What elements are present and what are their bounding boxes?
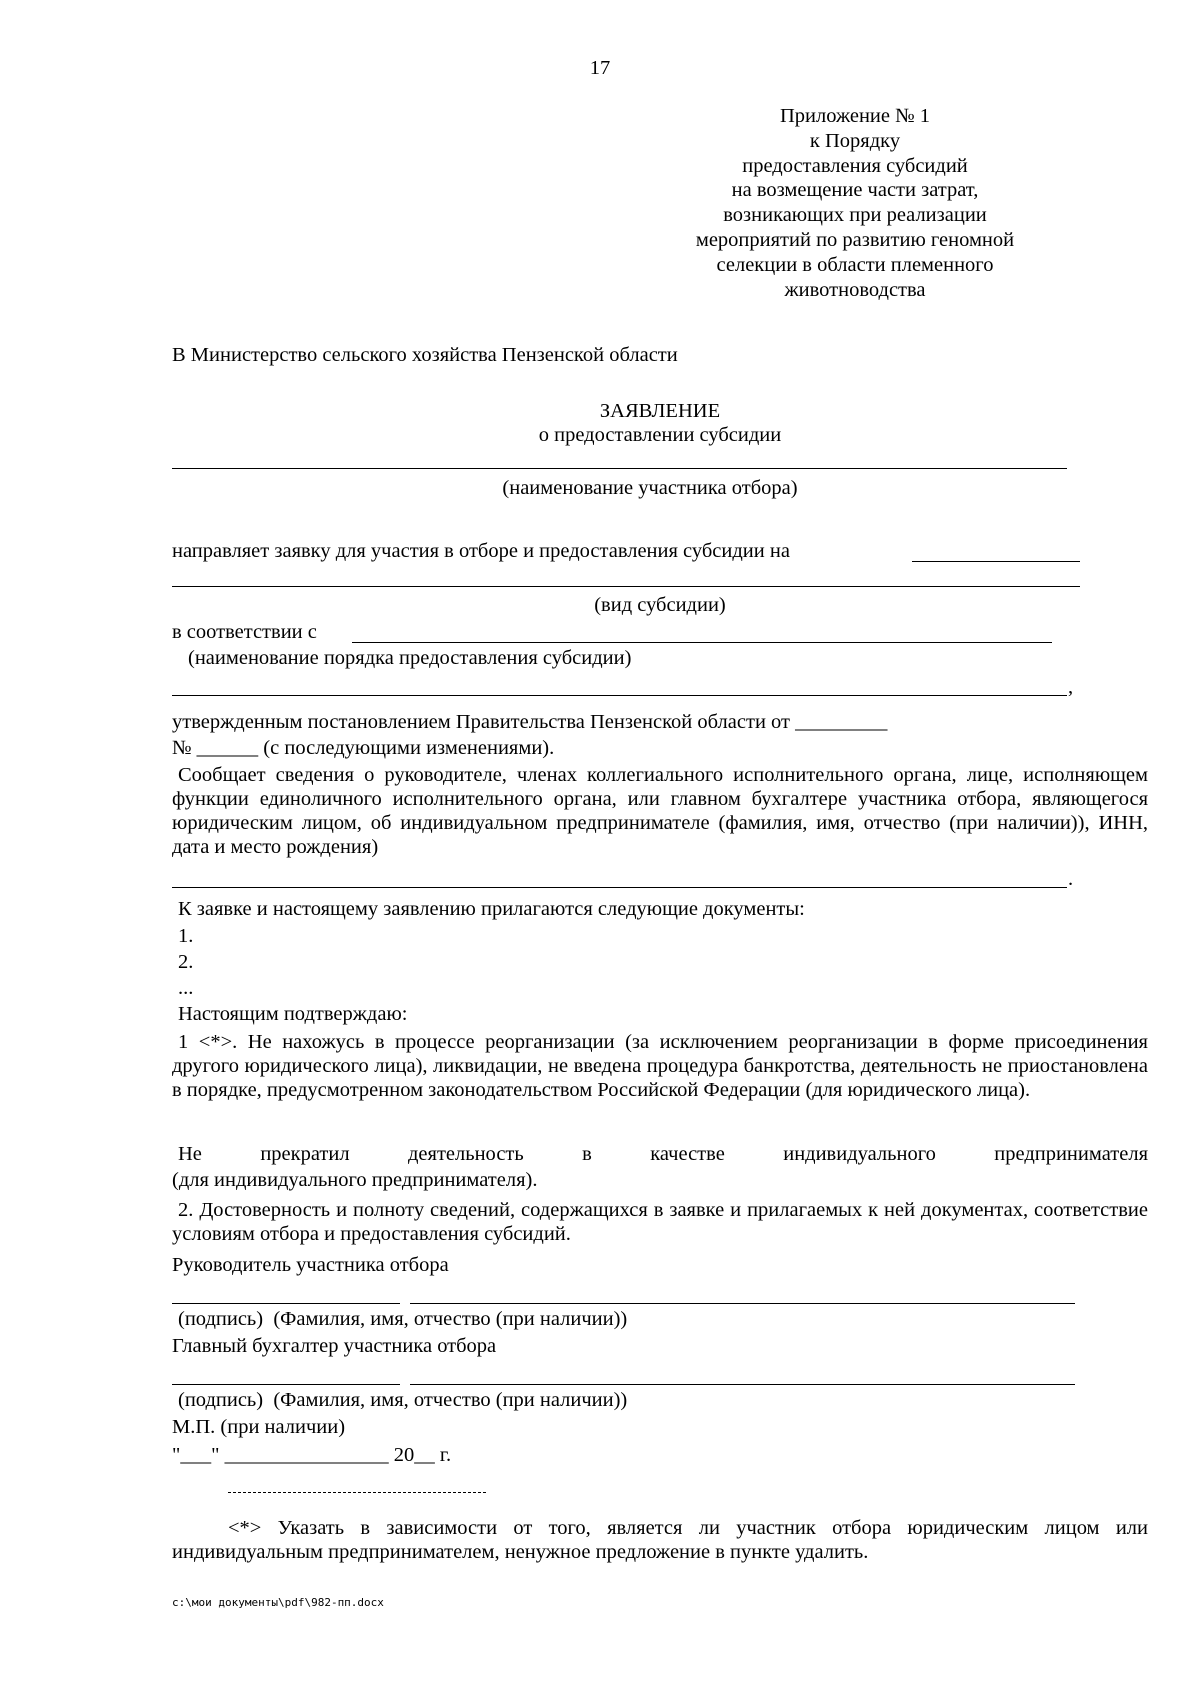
subsidy-blank-1 (912, 561, 1080, 562)
head-signature-blank (172, 1303, 400, 1304)
confirm-header: Настоящим подтверждаю: (178, 1003, 408, 1025)
footnote-separator (228, 1492, 486, 1493)
footnote: <*> Указать в зависимости от того, является ли участник отбора юридическим лицом или индивидуальным предпринимателем, ненужное предложение в пункте удалить. (172, 1517, 1148, 1563)
confirm-ip-line-2: (для индивидуального предпринимателя). (172, 1169, 538, 1191)
head-name-blank (410, 1303, 1075, 1304)
document-subtitle: о предоставлении субсидии (538, 424, 782, 446)
period: . (1068, 868, 1074, 890)
info-paragraph: Сообщает сведения о руководителе, членах коллегиального исполнительного органа, лице, исполняющем функции единоличного исполнительного органа, или главном бухгалтере участника отбора, являющегося юридическим лицом, об индивидуальном предпринимателе (фамилия, имя, отчество (при наличии)), ИНН, дата и место рождения) (172, 764, 1148, 858)
request-line: направляет заявку для участия в отборе и предоставления субсидии на (172, 540, 790, 562)
caption-participant: (наименование участника отбора) (502, 477, 798, 499)
appendix-line: возникающих при реализации (723, 204, 987, 226)
head-label: Руководитель участника отбора (172, 1254, 449, 1276)
attached-item: 1. (178, 925, 194, 947)
appendix-line: животноводства (784, 279, 926, 301)
accountant-label: Главный бухгалтер участника отбора (172, 1335, 497, 1357)
subsidy-blank-2 (172, 586, 1080, 587)
accountant-signature-blank (172, 1384, 400, 1385)
appendix-line: мероприятий по развитию геномной (695, 229, 1015, 251)
appendix-line: селекции в области племенного (716, 254, 994, 276)
date-line: "___" ________________ 20__ г. (172, 1444, 452, 1466)
sign-caption-2: (подпись) (Фамилия, имя, отчество (при наличии)) (178, 1389, 628, 1411)
caption-subsidy-type: (вид субсидии) (594, 594, 726, 616)
appendix-line: Приложение № 1 (779, 105, 931, 127)
order-blank-2 (172, 695, 1067, 696)
accountant-name-blank (410, 1384, 1075, 1385)
confirm-item-1: 1 <*>. Не нахожусь в процессе реорганизации (за исключением реорганизации в форме присоединения другого юридического лица), ликвидации, не введена процедура банкротства, деятельность не приостановлена в порядке, предусмотренном законодательством Российской Федерации (для юридического лица). (172, 1031, 1148, 1101)
appendix-line: к Порядку (809, 130, 901, 152)
confirm-ip-line-1: Не прекратил деятельность в качестве индивидуального предпринимателя (178, 1143, 1148, 1165)
page-number: 17 (589, 57, 611, 79)
addressee: В Министерство сельского хозяйства Пензенской области (172, 344, 678, 366)
appendix-line: на возмещение части затрат, (731, 179, 979, 201)
caption-order-name: (наименование порядка предоставления субсидии) (188, 647, 632, 669)
attached-item: 2. (178, 951, 194, 973)
number-line: № ______ (с последующими изменениями). (172, 737, 555, 759)
order-blank-1 (352, 642, 1052, 643)
approved-line: утвержденным постановлением Правительства Пензенской области от _________ (172, 711, 888, 733)
accordance-line: в соответствии с (172, 621, 317, 643)
attached-header: К заявке и настоящему заявлению прилагаются следующие документы: (178, 898, 805, 920)
comma: , (1068, 676, 1074, 698)
sign-caption-1: (подпись) (Фамилия, имя, отчество (при наличии)) (178, 1308, 628, 1330)
stamp-label: М.П. (при наличии) (172, 1416, 346, 1438)
attached-item: ... (178, 977, 194, 999)
footer-file-path: c:\мои документы\pdf\982-пп.docx (172, 1596, 384, 1609)
appendix-line: предоставления субсидий (742, 155, 968, 177)
participant-name-blank (172, 468, 1067, 469)
confirm-item-2: 2. Достоверность и полноту сведений, содержащихся в заявке и прилагаемых к ней документах, соответствие условиям отбора и предоставления субсидий. (172, 1199, 1148, 1245)
document-title: ЗАЯВЛЕНИЕ (599, 400, 721, 422)
info-blank (172, 887, 1067, 888)
